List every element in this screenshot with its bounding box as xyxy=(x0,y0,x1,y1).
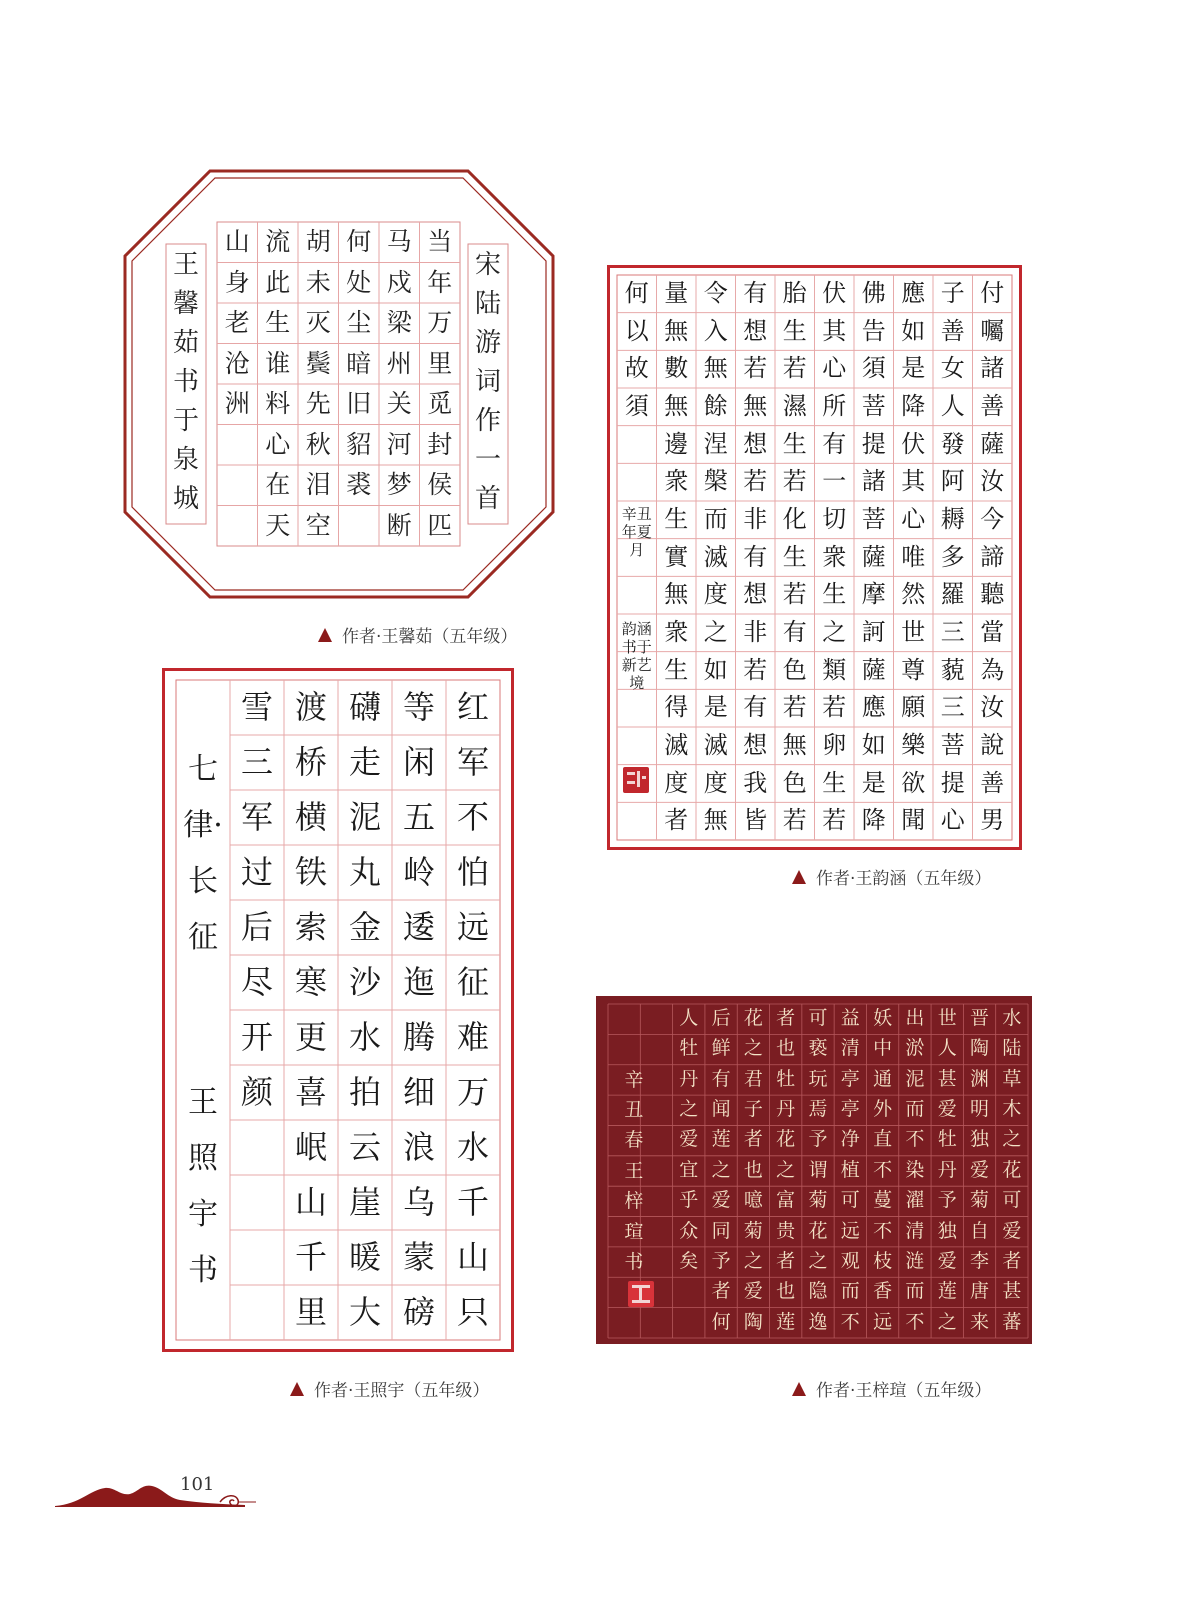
octagon-poem-column: 山身老沧洲 xyxy=(224,227,250,418)
ai-lian-shuo-signature: 辛丑春王梓瑄书 xyxy=(624,1068,644,1273)
ai-lian-shuo-column: 者也牡丹花之富贵者也莲 xyxy=(776,1007,796,1333)
sutra-column: 應如是降伏其心唯然世尊願樂欲聞 xyxy=(901,279,926,835)
triangle-marker-icon xyxy=(290,1382,304,1396)
sutra-column: 佛告須菩提諸菩薩摩訶薩應如是降 xyxy=(861,279,886,835)
octagon-poem-column: 何处尘暗旧貂裘 xyxy=(346,227,372,499)
ai-lian-shuo-column: 水陆草木之花可爱者甚蕃 xyxy=(1002,1007,1022,1333)
triangle-marker-icon xyxy=(792,1382,806,1396)
work-octagon xyxy=(122,168,556,600)
cloud-swirl-icon xyxy=(218,1492,258,1512)
triangle-marker-icon xyxy=(318,628,332,642)
long-march-title: 七律·长征 xyxy=(183,752,223,955)
sutra-column: 何以故須 xyxy=(624,279,649,421)
sutra-column: 有想若無想若非有想非若有想我皆 xyxy=(743,279,768,835)
ai-lian-shuo-column: 可亵玩焉予谓菊花之隐逸 xyxy=(808,1007,828,1333)
sutra-column: 量無數無邊衆生實無衆生得滅度者 xyxy=(664,279,689,835)
long-march-column: 雪三军过后尽开颜 xyxy=(240,688,273,1111)
octagon-poem-column: 当年万里觅封侯匹 xyxy=(427,227,453,540)
octagon-poem-column: 胡未灭鬓先秋泪空 xyxy=(305,227,331,540)
caption-work1 xyxy=(318,622,517,647)
long-march-column: 渡桥横铁索寒更喜岷山千里 xyxy=(294,688,327,1331)
sutra-column: 伏其心所有一切衆生之類若卵生若 xyxy=(822,279,847,835)
long-march-column: 红军不怕远征难万水千山只 xyxy=(456,688,489,1331)
sutra-column: 付囑諸善薩汝今諦聽當為汝說善男 xyxy=(980,279,1005,835)
ai-lian-shuo-column: 后鲜有闻莲之爱同予者何 xyxy=(711,1007,731,1333)
ai-lian-shuo-column: 人牡丹之爱宜乎众矣 xyxy=(679,1007,699,1272)
triangle-marker-icon xyxy=(792,870,806,884)
octagon-poem-column: 流此生谁料心在天 xyxy=(265,227,291,540)
long-march-column: 等闲五岭逶迤腾细浪乌蒙磅 xyxy=(402,688,435,1331)
caption-work2 xyxy=(792,864,991,889)
caption-text: 作者·王韵涵（五年级） xyxy=(816,869,992,889)
caption-work3 xyxy=(290,1376,489,1401)
ai-lian-shuo-column: 益清亭亭净植可远观而不 xyxy=(840,1007,860,1333)
ai-lian-shuo-column: 世人甚爱牡丹予独爱莲之 xyxy=(937,1007,957,1333)
work-ai-lian-shuo xyxy=(596,996,1032,1344)
octagon-signature-column: 王馨茹书于泉城 xyxy=(172,250,199,514)
sutra-column: 令入無餘涅槃而滅度之如是滅度無 xyxy=(703,279,728,835)
work-sutra xyxy=(607,265,1022,850)
ai-lian-shuo-column: 妖中通外直不蔓不枝香远 xyxy=(873,1007,893,1333)
caption-work4 xyxy=(792,1376,991,1401)
sutra-text xyxy=(607,265,1022,850)
seal-stamp xyxy=(623,767,649,793)
sutra-date: 辛丑年夏月 xyxy=(621,505,652,559)
ai-lian-shuo-text xyxy=(596,996,1032,1344)
seal-stamp xyxy=(628,1281,654,1307)
octagon-poem xyxy=(217,222,460,546)
sutra-signature: 韵涵书于新艺境 xyxy=(621,620,652,692)
work-long-march xyxy=(162,668,514,1352)
caption-text: 作者·王馨茹（五年级） xyxy=(342,627,518,647)
ai-lian-shuo-column: 出淤泥而不染濯清涟而不 xyxy=(905,1007,925,1333)
caption-text: 作者·王梓瑄（五年级） xyxy=(816,1381,992,1401)
sutra-column: 胎生若濕生若化生若有色若無色若 xyxy=(782,279,807,835)
ai-lian-shuo-column: 花之君子者也噫菊之爱陶 xyxy=(743,1007,763,1333)
sutra-column: 子善女人發阿耨多羅三藐三菩提心 xyxy=(940,279,965,835)
octagon-title-column: 宋陆游词作一首 xyxy=(474,250,501,514)
long-march-signature: 王照宇书 xyxy=(188,1085,218,1288)
long-march-text xyxy=(162,668,514,1352)
page-number: 101 xyxy=(180,1474,215,1495)
long-march-column: 礴走泥丸金沙水拍云崖暖大 xyxy=(348,688,381,1331)
octagon-poem-column: 马戍梁州关河梦断 xyxy=(386,227,412,540)
caption-text: 作者·王照宇（五年级） xyxy=(314,1381,490,1401)
ai-lian-shuo-column: 晋陶渊明独爱菊自李唐来 xyxy=(970,1007,990,1333)
